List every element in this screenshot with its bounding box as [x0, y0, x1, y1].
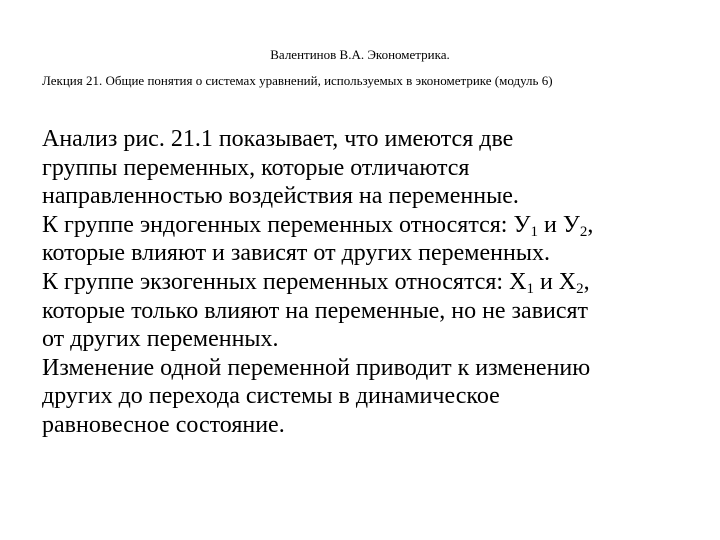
subscript-y1: 1 — [530, 223, 538, 240]
body-line: которые влияют и зависят от других переменных. — [42, 240, 550, 267]
body-line: Изменение одной переменной приводит к изменению — [42, 354, 591, 381]
header-lecture-line: Лекция 21. Общие понятия о системах уравнений, используемых в эконометрике (модуль 6) — [42, 73, 553, 88]
body-line: направленностью воздействия на переменные. — [42, 183, 519, 210]
exogenous-comma: , — [583, 268, 590, 295]
body-line-exogenous — [42, 268, 692, 297]
body-line: которые только влияют на переменные, но не зависят — [42, 297, 589, 324]
endogenous-and: и У — [537, 211, 580, 238]
header-author-line: Валентинов В.А. Эконометрика. — [270, 47, 450, 62]
body-line-endogenous — [42, 211, 692, 240]
body-line: равновесное состояние. — [42, 411, 285, 438]
slide-body-text — [42, 125, 692, 440]
endogenous-text: К группе эндогенных переменных относятся: У — [42, 211, 531, 238]
subscript-y2: 2 — [579, 223, 588, 240]
body-line: Анализ рис. 21.1 показывает, что имеются две — [42, 126, 514, 152]
body-line: группы переменных, которые отличаются — [42, 154, 470, 181]
subscript-x2: 2 — [576, 280, 584, 297]
subscript-x1: 1 — [526, 280, 534, 297]
body-line: других до перехода системы в динамическое — [42, 383, 500, 410]
exogenous-and: и Х — [533, 268, 577, 295]
endogenous-comma: , — [587, 211, 594, 238]
exogenous-text: К группе экзогенных переменных относятся: Х — [42, 268, 527, 295]
body-line: от других переменных. — [42, 326, 279, 353]
